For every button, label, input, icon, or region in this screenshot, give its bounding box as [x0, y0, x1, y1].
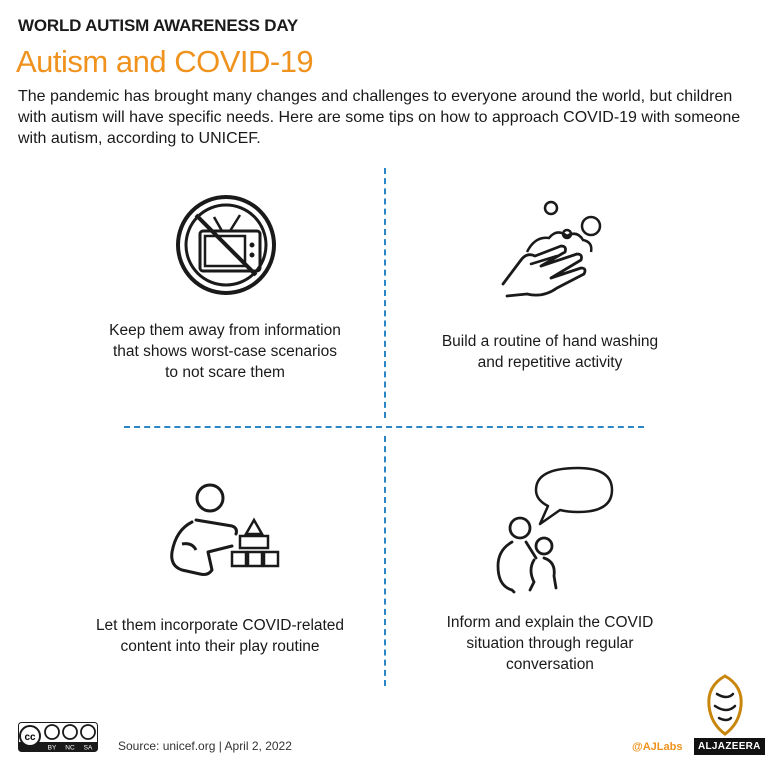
- aljazeera-logo-icon: [695, 672, 755, 742]
- nc-label: NC: [65, 744, 75, 752]
- tip-4-text: Inform and explain the COVID situation through regular conversation: [446, 614, 654, 673]
- vertical-divider-bottom: [384, 436, 386, 686]
- kicker-heading: WORLD AUTISM AWARENESS DAY: [18, 16, 299, 35]
- page-title: Autism and COVID-19: [16, 44, 314, 79]
- source-credit: Source: unicef.org | April 2, 2022: [118, 739, 292, 753]
- horizontal-divider: [124, 426, 644, 428]
- creative-commons-license-icon: [18, 722, 98, 752]
- aljazeera-wordmark: ALJAZEERA: [694, 738, 765, 755]
- tip-1-text: Keep them away from information that shows worst-case scenarios to not scare them: [109, 322, 341, 381]
- sa-label: SA: [83, 744, 93, 752]
- conversation-icon: [490, 462, 620, 598]
- child-playing-blocks-icon: [162, 482, 282, 587]
- intro-paragraph: The pandemic has brought many changes and challenges to everyone around the world, but children with autism will have specific needs. Here are some tips on how to approach COVID-19 with someone with autism, according to UNICEF.: [18, 88, 741, 147]
- by-label: BY: [47, 744, 57, 752]
- hand-washing-icon: [497, 196, 607, 306]
- cc-label: cc: [24, 732, 36, 743]
- ajlabs-handle: @AJLabs: [632, 741, 683, 753]
- vertical-divider-top: [384, 168, 386, 418]
- tip-3-text: Let them incorporate COVID-related content into their play routine: [95, 617, 345, 655]
- no-tv-icon: [174, 193, 278, 297]
- tip-2-text: Build a routine of hand washing and repetitive activity: [441, 333, 659, 371]
